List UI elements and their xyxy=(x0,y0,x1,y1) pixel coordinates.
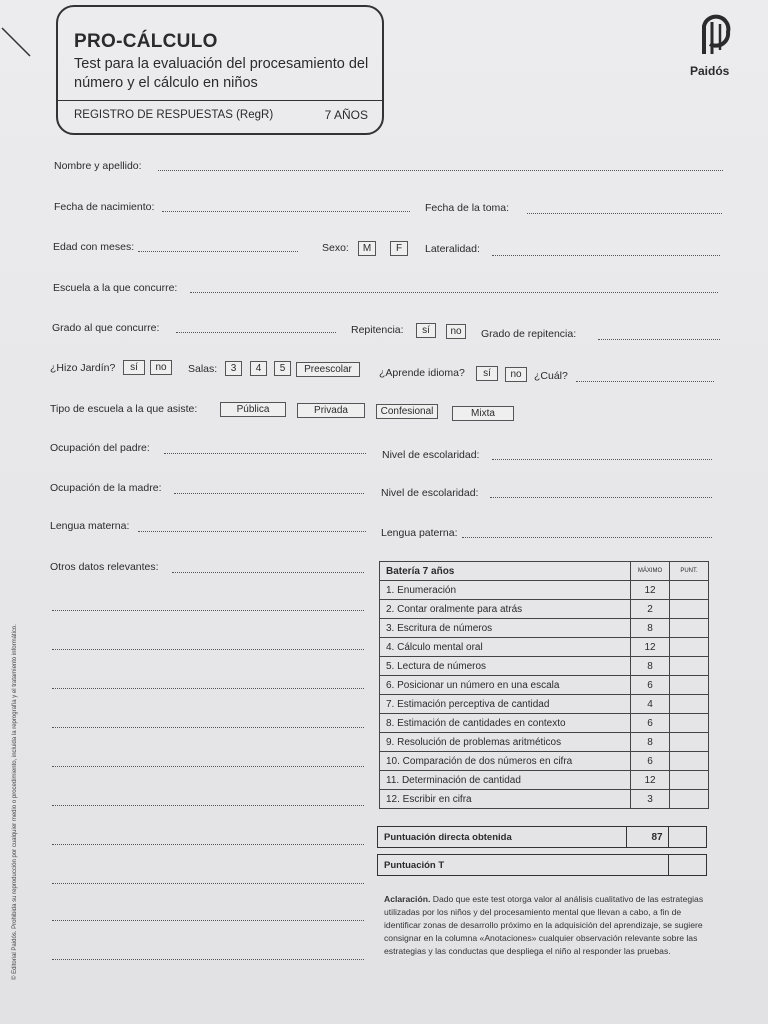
table-row xyxy=(380,733,709,752)
laterality-label: Lateralidad: xyxy=(425,243,480,255)
age-months-label: Edad con meses: xyxy=(53,241,135,253)
table-row xyxy=(380,771,709,790)
age-months-field[interactable] xyxy=(138,251,298,252)
table-header-row xyxy=(380,562,709,581)
raw-score-cell[interactable] xyxy=(668,827,669,847)
table-row xyxy=(380,638,709,657)
language-no-option[interactable]: no xyxy=(505,367,527,382)
paidos-logo-icon xyxy=(694,14,734,62)
max-score: 6 xyxy=(631,714,670,733)
sex-f-option[interactable]: F xyxy=(390,241,408,256)
test-title: PRO-CÁLCULO xyxy=(74,31,218,52)
birth-date-field[interactable] xyxy=(162,211,410,212)
mother-tongue-label: Lengua materna: xyxy=(50,520,130,532)
sex-m-option[interactable]: M xyxy=(358,241,376,256)
room-4-option[interactable]: 4 xyxy=(250,361,267,376)
register-label: REGISTRO DE RESPUESTAS (RegR) xyxy=(74,109,274,121)
score-cell[interactable] xyxy=(670,752,709,771)
name-field[interactable] xyxy=(158,170,723,171)
test-date-label: Fecha de la toma: xyxy=(425,202,510,214)
other-data-label: Otros datos relevantes: xyxy=(50,561,159,573)
kinder-label: ¿Hizo Jardín? xyxy=(50,362,116,374)
father-tongue-field[interactable] xyxy=(462,537,712,538)
subtest-label: 7. Estimación perceptiva de cantidad xyxy=(380,695,631,714)
note-text: Dado que este test otorga valor al análisis cualitativo de las estrategias utilizadas por los niños y del procesamiento mental que llevan a cabo, a fin de identificar zonas de desarrollo próximo en la adquisición del aprendizaje, se sugiere consignar en la columna «Anotaciones» cualquier observación relevante sobre las estrategias y las conductas que despliega el niño al responder las pruebas. xyxy=(384,894,704,956)
father-job-field[interactable] xyxy=(164,453,366,454)
table-row xyxy=(380,657,709,676)
other-data-line-10[interactable] xyxy=(52,920,364,921)
other-data-line-11[interactable] xyxy=(52,959,364,960)
other-data-line-6[interactable] xyxy=(52,766,364,767)
room-5-option[interactable]: 5 xyxy=(274,361,291,376)
battery-title: Batería 7 años xyxy=(380,562,631,581)
max-score: 6 xyxy=(631,752,670,771)
subtest-label: 9. Resolución de problemas aritméticos xyxy=(380,733,631,752)
repeat-grade-field[interactable] xyxy=(598,339,720,340)
score-cell[interactable] xyxy=(670,676,709,695)
age-label: 7 AÑOS xyxy=(324,108,368,122)
subtest-label: 8. Estimación de cantidades en contexto xyxy=(380,714,631,733)
other-data-line-2[interactable] xyxy=(52,610,364,611)
other-data-line-5[interactable] xyxy=(52,727,364,728)
table-row xyxy=(380,676,709,695)
mother-education-field[interactable] xyxy=(490,497,712,498)
score-cell[interactable] xyxy=(670,695,709,714)
other-data-line-4[interactable] xyxy=(52,688,364,689)
grade-label: Grado al que concurre: xyxy=(52,322,160,334)
raw-score-label: Puntuación directa obtenida xyxy=(384,832,512,843)
repeat-no-option[interactable]: no xyxy=(446,324,466,339)
mother-tongue-field[interactable] xyxy=(138,531,366,532)
table-row xyxy=(380,790,709,809)
subtest-label: 3. Escritura de números xyxy=(380,619,631,638)
score-cell[interactable] xyxy=(670,657,709,676)
copyright-note: © Editorial Paidós. Prohibida su reproducción por cualquier medio o procedimiento, incluida la reprografía y el tratamiento informático. xyxy=(12,624,18,980)
raw-score-divider xyxy=(626,827,627,847)
corner-pen-mark xyxy=(0,18,40,58)
t-score-row xyxy=(377,854,707,876)
repeat-yes-option[interactable]: sí xyxy=(416,323,436,338)
battery-score-table xyxy=(379,561,709,809)
kinder-yes-option[interactable]: sí xyxy=(123,360,145,375)
max-score: 4 xyxy=(631,695,670,714)
name-label: Nombre y apellido: xyxy=(54,160,142,172)
publisher-logo xyxy=(690,14,738,86)
max-score: 12 xyxy=(631,581,670,600)
subtest-label: 12. Escribir en cifra xyxy=(380,790,631,809)
table-row xyxy=(380,600,709,619)
max-score: 12 xyxy=(631,638,670,657)
max-score: 6 xyxy=(631,676,670,695)
score-cell[interactable] xyxy=(670,790,709,809)
other-data-line-9[interactable] xyxy=(52,883,364,884)
max-score: 8 xyxy=(631,657,670,676)
school-type-religious[interactable]: Confesional xyxy=(376,404,438,419)
max-column-header: MÁXIMO xyxy=(631,562,670,581)
test-date-field[interactable] xyxy=(527,213,722,214)
birth-date-label: Fecha de nacimiento: xyxy=(54,201,155,213)
test-subtitle: Test para la evaluación del procesamiento del número y el cálculo en niños xyxy=(74,56,369,91)
raw-score-value: 87 xyxy=(651,832,663,843)
school-type-label: Tipo de escuela a la que asiste: xyxy=(50,403,198,415)
other-data-line-3[interactable] xyxy=(52,649,364,650)
which-language-field[interactable] xyxy=(576,381,714,382)
table-row xyxy=(380,695,709,714)
max-score: 3 xyxy=(631,790,670,809)
which-language-label: ¿Cuál? xyxy=(534,370,568,382)
father-tongue-label: Lengua paterna: xyxy=(381,527,458,539)
t-score-label: Puntuación T xyxy=(384,860,445,871)
score-cell[interactable] xyxy=(670,771,709,790)
score-cell[interactable] xyxy=(670,581,709,600)
max-score: 8 xyxy=(631,733,670,752)
school-label: Escuela a la que concurre: xyxy=(53,282,178,294)
repeat-grade-label: Grado de repitencia: xyxy=(481,328,577,340)
rooms-label: Salas: xyxy=(188,363,218,375)
father-job-label: Ocupación del padre: xyxy=(50,442,150,454)
score-cell[interactable] xyxy=(670,733,709,752)
subtest-label: 5. Lectura de números xyxy=(380,657,631,676)
subtest-label: 6. Posicionar un número en una escala xyxy=(380,676,631,695)
table-row xyxy=(380,619,709,638)
other-data-line-8[interactable] xyxy=(52,844,364,845)
other-data-line-1[interactable] xyxy=(172,572,364,573)
clarification-note xyxy=(384,893,710,958)
max-score: 2 xyxy=(631,600,670,619)
max-score: 8 xyxy=(631,619,670,638)
grade-field[interactable] xyxy=(176,332,336,333)
table-row xyxy=(380,752,709,771)
score-cell[interactable] xyxy=(670,638,709,657)
title-box xyxy=(56,5,384,135)
mother-job-field[interactable] xyxy=(174,493,364,494)
title-divider xyxy=(58,100,382,101)
school-type-public[interactable]: Pública xyxy=(220,402,286,417)
table-row xyxy=(380,581,709,600)
father-education-field[interactable] xyxy=(492,459,712,460)
language-yes-option[interactable]: sí xyxy=(476,366,498,381)
school-type-mixed[interactable]: Mixta xyxy=(452,406,514,421)
language-question-label: ¿Aprende idioma? xyxy=(379,367,465,379)
subtest-label: 4. Cálculo mental oral xyxy=(380,638,631,657)
mother-education-label: Nivel de escolaridad: xyxy=(381,487,479,499)
note-lead: Aclaración. xyxy=(384,894,431,904)
preschool-option[interactable]: Preescolar xyxy=(296,362,360,377)
repeat-label: Repitencia: xyxy=(351,324,404,336)
max-score: 12 xyxy=(631,771,670,790)
laterality-field[interactable] xyxy=(492,255,720,256)
subtest-label: 1. Enumeración xyxy=(380,581,631,600)
publisher-name: Paidós xyxy=(690,64,730,78)
father-education-label: Nivel de escolaridad: xyxy=(382,449,480,461)
sex-label: Sexo: xyxy=(322,242,349,254)
school-type-private[interactable]: Privada xyxy=(297,403,365,418)
room-3-option[interactable]: 3 xyxy=(225,361,242,376)
other-data-line-7[interactable] xyxy=(52,805,364,806)
table-row xyxy=(380,714,709,733)
score-cell[interactable] xyxy=(670,600,709,619)
kinder-no-option[interactable]: no xyxy=(150,360,172,375)
score-cell[interactable] xyxy=(670,714,709,733)
subtest-label: 2. Contar oralmente para atrás xyxy=(380,600,631,619)
score-column-header: PUNT. xyxy=(670,562,709,581)
score-cell[interactable] xyxy=(670,619,709,638)
raw-score-row xyxy=(377,826,707,848)
subtest-label: 11. Determinación de cantidad xyxy=(380,771,631,790)
mother-job-label: Ocupación de la madre: xyxy=(50,482,162,494)
school-field[interactable] xyxy=(190,292,718,293)
t-score-cell[interactable] xyxy=(668,855,669,875)
subtest-label: 10. Comparación de dos números en cifra xyxy=(380,752,631,771)
